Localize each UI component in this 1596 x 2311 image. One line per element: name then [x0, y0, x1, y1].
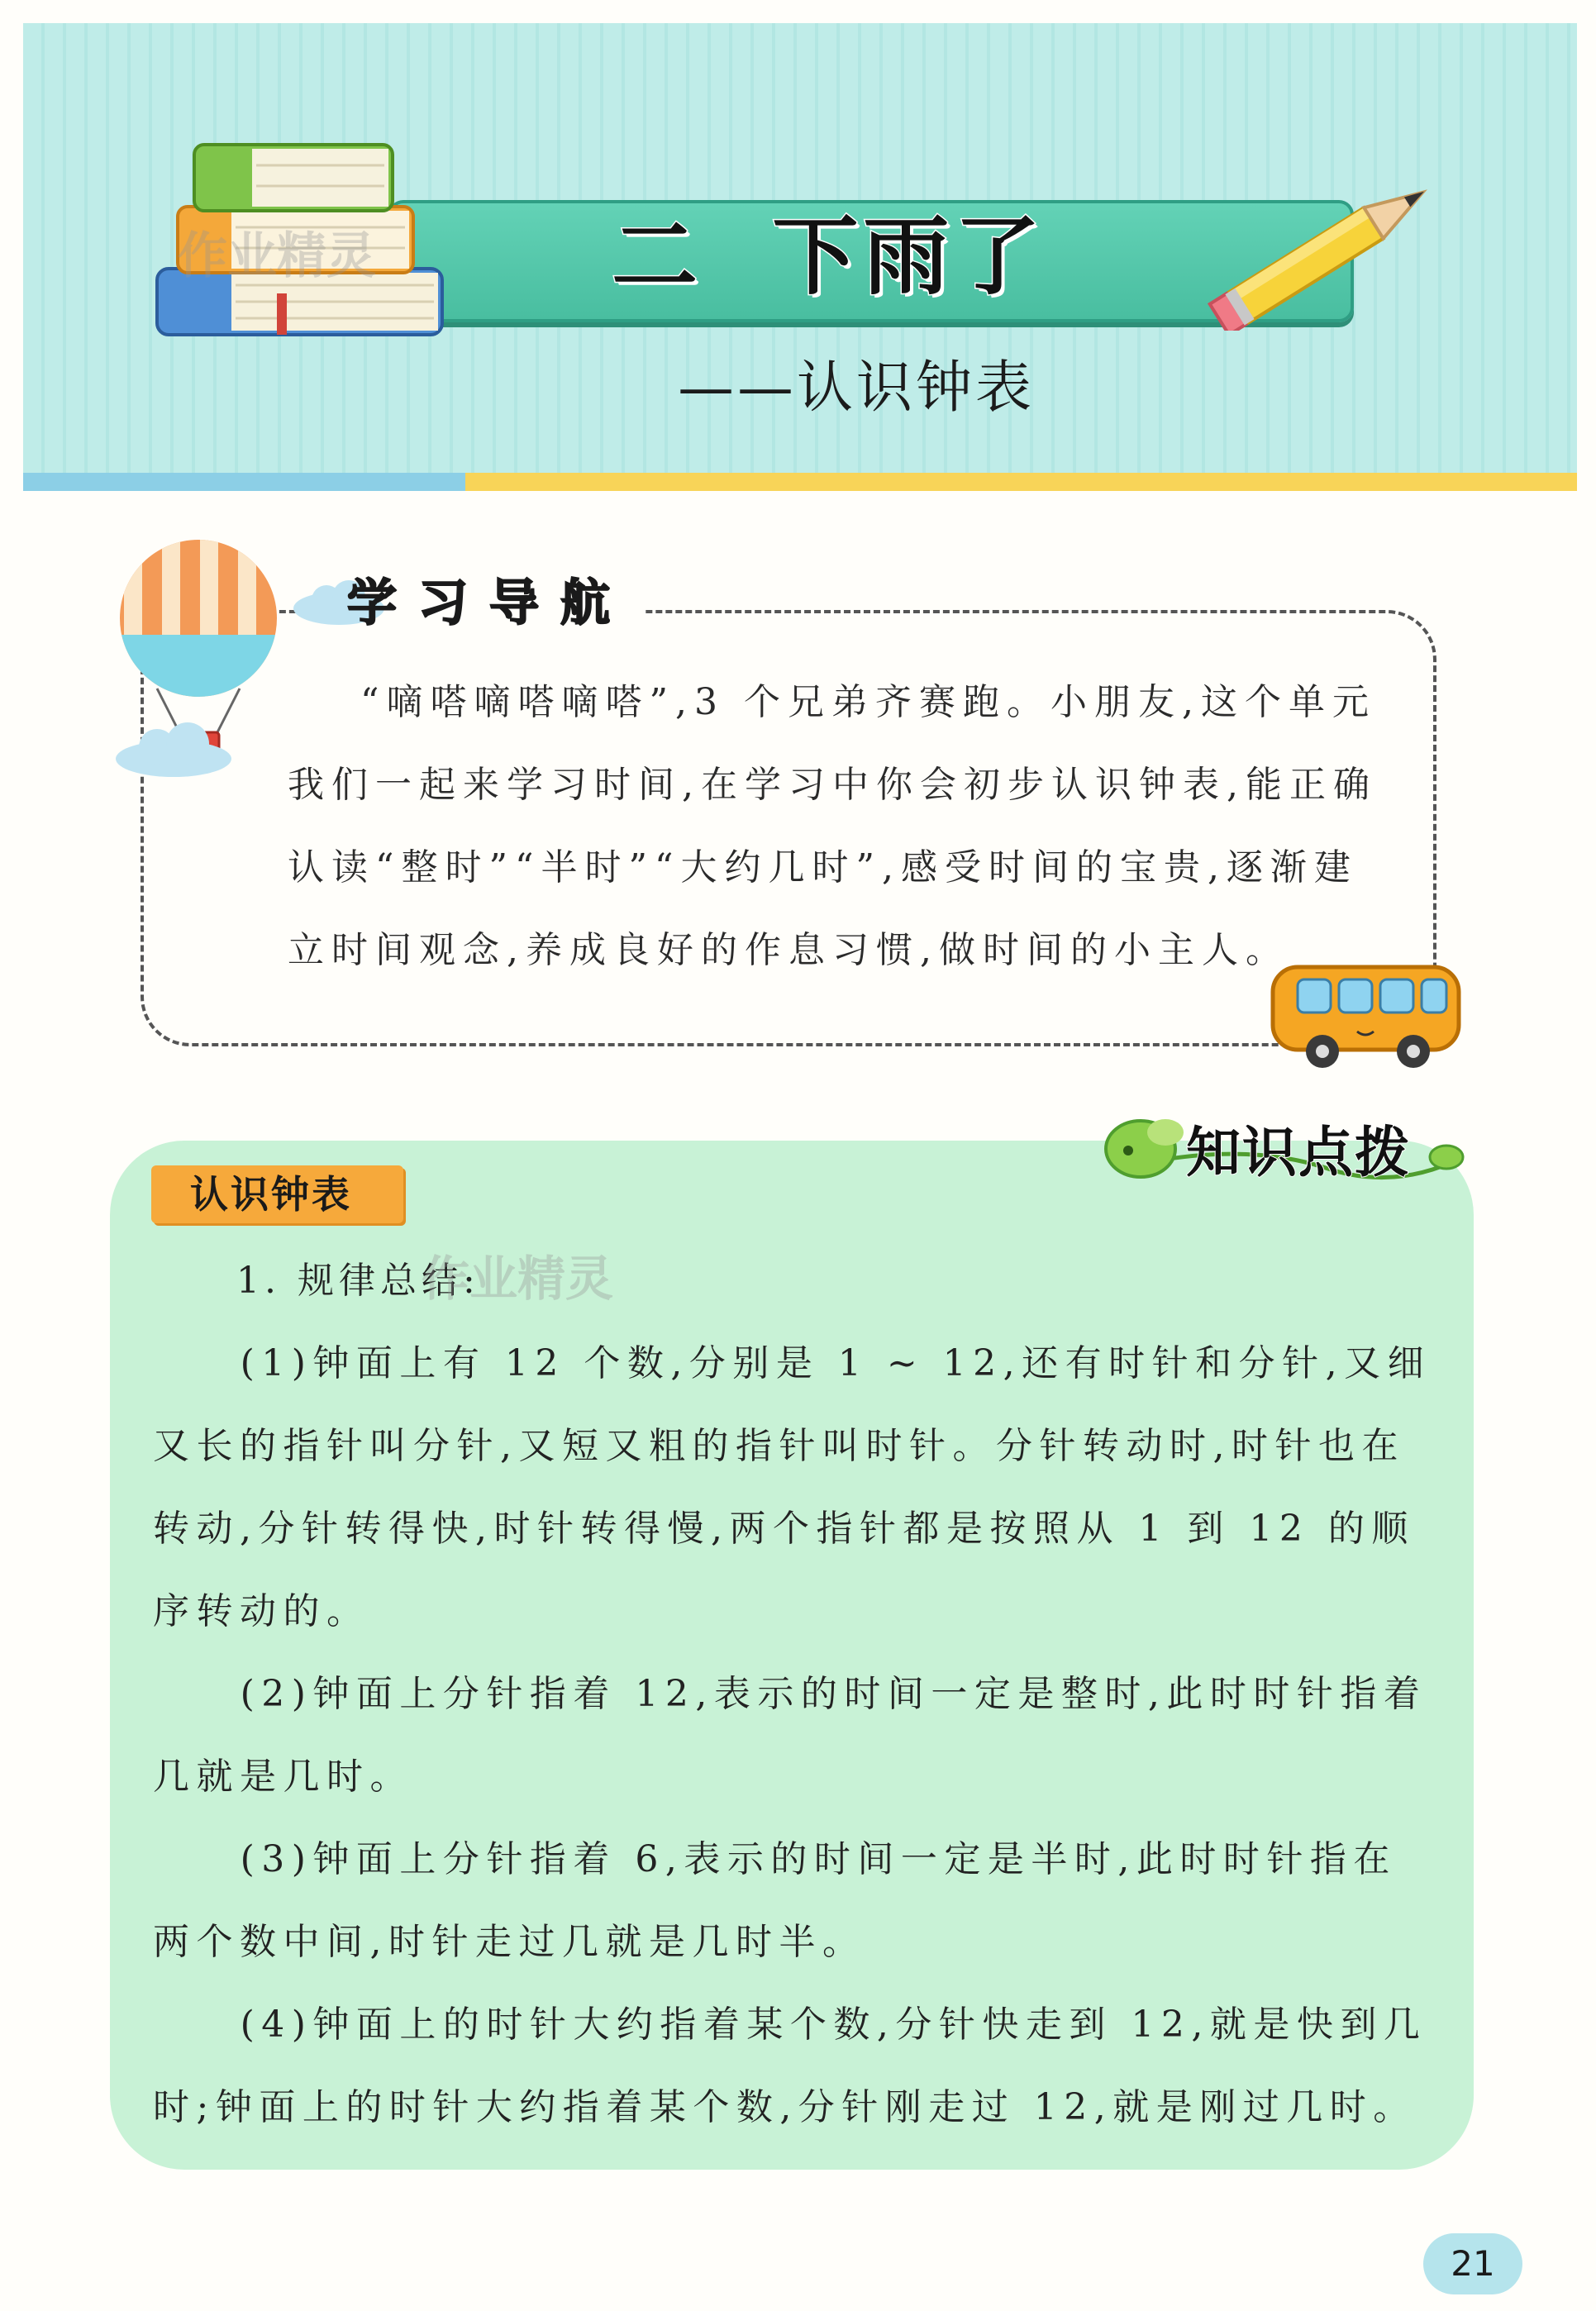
cloud-icon [112, 719, 236, 781]
study-guide-paragraph: “嘀嗒嘀嗒嘀嗒”,3 个兄弟齐赛跑。小朋友,这个单元我们一起来学习时间,在学习中你会初步认识钟表,能正确认读“整时”“半时”“大约几时”,感受时间的宝贵,逐渐建立时间观念,养成良好的作息习惯,做时间的小主人。 [288, 681, 1377, 971]
rules-heading: 1. 规律总结: [236, 1260, 480, 1302]
study-guide-title: 学习导航 [347, 574, 631, 632]
page-number: 21 [1451, 2243, 1495, 2284]
topic-tag-label: 认识钟表 [190, 1172, 352, 1217]
rule-item: (2)钟面上分针指着 12,表示的时间一定是整时,此时时针指着几就是几时。 [153, 1673, 1427, 1798]
banner-stripe-blue [23, 473, 465, 491]
banner-stripe-yellow [465, 473, 1577, 491]
banner-watermark: 作业精灵 [178, 227, 376, 285]
rule-item: (1)钟面上有 12 个数,分别是 1 ~ 12,还有时针和分针,又细又长的指针叫分针,又短又粗的指针叫时针。分针转动时,时针也在转动,分针转得快,时针转得慢,两个指针都是按照从 1 到 12 的顺序转动的。 [153, 1342, 1432, 1632]
school-bus-icon [1265, 951, 1471, 1074]
rules-list [153, 1322, 1438, 2149]
rule-item: (4)钟面上的时针大约指着某个数,分针快走到 12,就是快到几时;钟面上的时针大约指着某个数,分针刚走过 12,就是刚过几时。 [153, 2004, 1427, 2128]
knowledge-title: 知识点拨 [1186, 1121, 1411, 1184]
panel-watermark: 作业精灵 [422, 1251, 614, 1307]
pencil-illustration [1198, 165, 1463, 331]
chapter-title: 二 下雨了 [612, 206, 1046, 307]
chapter-subtitle: ——认识钟表 [678, 355, 1036, 421]
rule-item: (3)钟面上分针指着 6,表示的时间一定是半时,此时时针指在两个数中间,时针走过几就是几时半。 [153, 1838, 1397, 1963]
